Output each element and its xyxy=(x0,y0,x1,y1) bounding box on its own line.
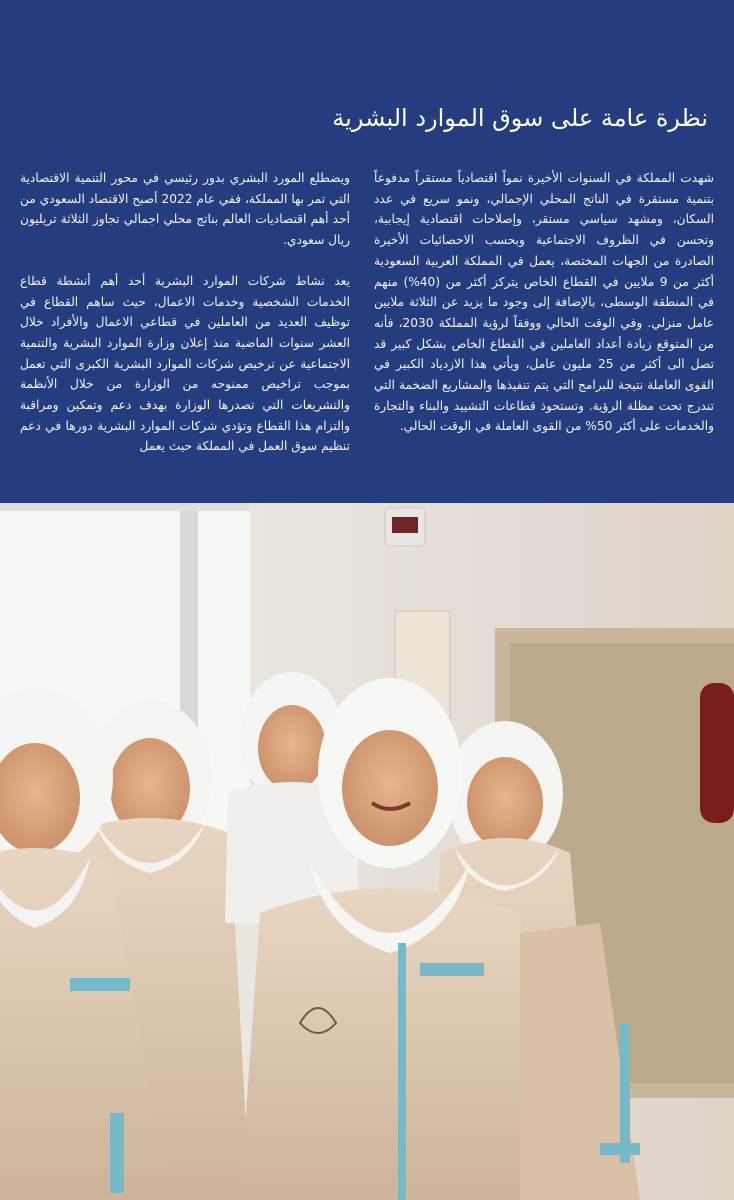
text-column-right xyxy=(374,168,714,437)
header-panel xyxy=(0,0,734,503)
text-column-left xyxy=(20,168,350,457)
section-title: نظرة عامة على سوق الموارد البشرية xyxy=(332,104,708,132)
paragraph-hr-companies: يعد نشاط شركات الموارد البشرية أحد أهم أنشطة قطاع الخدمات الشخصية وخدمات الاعمال، حيث ساهم القطاع في توظيف العديد من العاملين في قطاعي الاعمال والأفراد خلال العشر سنوات الماضية منذ إعلان وزارة الموارد البشرية والتنمية الاجتماعية عن ترخيص شركات الموارد البشرية الكبرى التي تعمل بموجب تراخيص ممنوحه من الوزارة من خلال الأنظمة والتشريعات التي تصدرها الوزارة بهدف دعم وتمكين ومراقبة والتزام هذا القطاع وتؤدي شركات الموارد البشرية دورها في دعم تنظيم سوق العمل في المملكة حيث يعمل xyxy=(20,273,350,454)
workers-photo xyxy=(0,503,734,1200)
workers-illustration xyxy=(0,503,734,1200)
paragraph-economy: شهدت المملكة في السنوات الأخيرة نمواً اقتصادياً مستقراً مدفوعاً بتنمية مستقرة في الناتج المحلي الإجمالي، ونمو سريع في عدد السكان، ومشهد سياسي مستقر، وإصلاحات اقتصادية إيجابية، وتحسن في الظروف الاجتماعية وبحسب الاحصائيات الأخيرة الصادرة من الجهات المختصة، يعمل في المملكة العربية السعودية أكثر من 9 ملايين في القطاع الخاص يتركز أكثر من (40%) منهم في المنطقة الوسطى، بالإضافة إلى وجود ما يزيد عن الثلاثة ملايين عامل منزلي. وفي الوقت الحالي ووفقاً لرؤية المملكة 2030، فأنه من المتوقع زيادة أعداد العاملين في القطاع الخاص بشكل كبير قد تصل الى أكثر من 25 مليون عامل، ويأتي هذا الازدياد الكبير في القوى العاملة نتيجة للبرامج التي يتم تنفيذها والمشاريع الضخمة التي تندرج تحت مظلة الرؤية. وتستحوذ قطاعات التشييد والبناء والتجارة والخدمات على أكثر 50% من القوى العاملة في الوقت الحالي. xyxy=(374,171,714,434)
paragraph-human-resource: ويضطلع المورد البشري بدور رئيسي في محور التنمية الاقتصادية التي تمر بها المملكة، ففي عام 2022 أصبح الاقتصاد السعودي من أحد أهم اقتصاديات العالم بناتج محلي اجمالي تجاوز الثلاثة تريليون ريال سعودي. xyxy=(20,171,350,248)
